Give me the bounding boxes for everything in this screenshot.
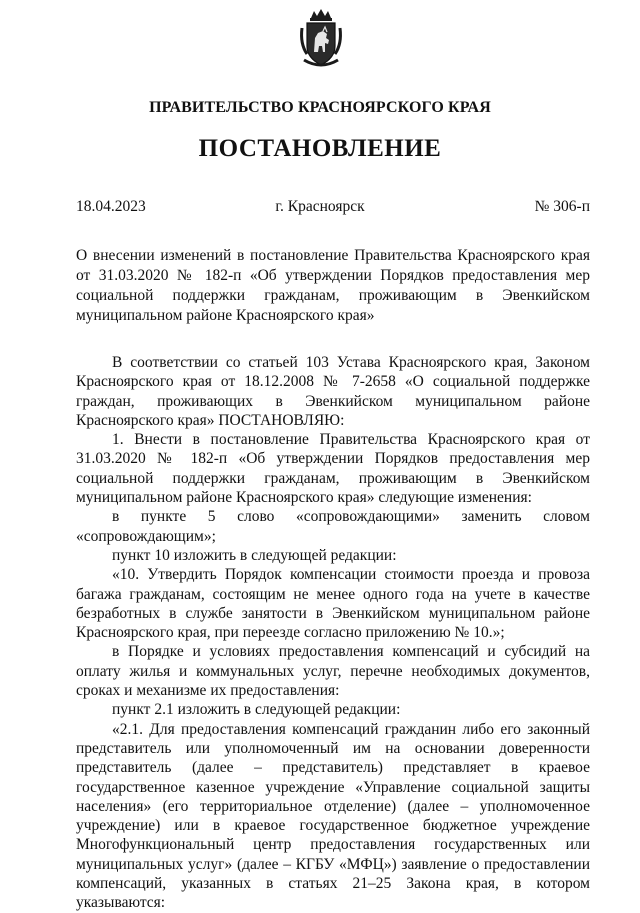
- government-title: ПРАВИТЕЛЬСТВО КРАСНОЯРСКОГО КРАЯ: [149, 99, 491, 116]
- document-city: г. Красноярск: [275, 198, 365, 215]
- paragraph-point-2-1-intro: пункт 2.1 изложить в следующей редакции:: [112, 701, 401, 719]
- paragraph-point-5: в пункте 5 слово «сопровождающими» заменить словом «сопровождающим»;: [76, 508, 590, 545]
- paragraph-item-1: 1. Внести в постановление Правительства Красноярского края от 31.03.2020 № 182-п «Об утверждении Порядков предоставления мер социальной поддержки гражданам, проживающим в Эвенкийском муниципальном районе Красноярского края» следующие изменения:: [76, 431, 590, 507]
- paragraph-point-2-1-text: «2.1. Для предоставления компенсаций гражданин либо его законный представитель или уполномоченный им на основании доверенности представитель (далее – представитель) представляет в краевое государственное казенное учреждение «Управление социальной защиты населения» (его территориальное отделение) (далее – уполномоченное учреждение) или в краевое государственное бюджетное учреждение Многофункциональный центр предоставления государственных или муниципальных услуг» (далее – КГБУ «МФЦ») заявление о предоставлении компенсаций, указанных в статьях 21–25 Закона края, в котором указываются:: [76, 720, 590, 912]
- coat-of-arms-icon: [298, 8, 344, 70]
- document-number: № 306-п: [534, 198, 590, 215]
- document-subject: О внесении изменений в постановление Правительства Красноярского края от 31.03.2020 № 182-п «Об утверждении Порядков предоставления мер социальной поддержки гражданам, проживающим в Эвенкийском муниципальном районе Красноярского края»: [76, 247, 590, 324]
- document-date: 18.04.2023: [76, 198, 146, 215]
- document-body: [76, 353, 590, 913]
- paragraph-point-10-intro: пункт 10 изложить в следующей редакции:: [112, 546, 397, 564]
- document-type: ПОСТАНОВЛЕНИЕ: [198, 135, 442, 162]
- paragraph-point-10-text: «10. Утвердить Порядок компенсации стоимости проезда и провоза багажа гражданам, состоящим не менее одного года на учете в качестве безработных в службе занятости в Эвенкийском муниципальном районе Красноярского края, при переезде согласно приложению № 10.»;: [76, 566, 590, 642]
- paragraph-procedure: в Порядке и условиях предоставления компенсаций и субсидий на оплату жилья и коммунальных услуг, перечне необходимых документов, сроках и механизме их предоставления:: [76, 643, 590, 700]
- paragraph-preamble: В соответствии со статьей 103 Устава Красноярского края, Законом Красноярского края от 18.12.2008 № 7-2658 «О социальной поддержке граждан, проживающих в Эвенкийском муниципальном районе Красноярского края» ПОСТАНОВЛЯЮ:: [76, 354, 590, 429]
